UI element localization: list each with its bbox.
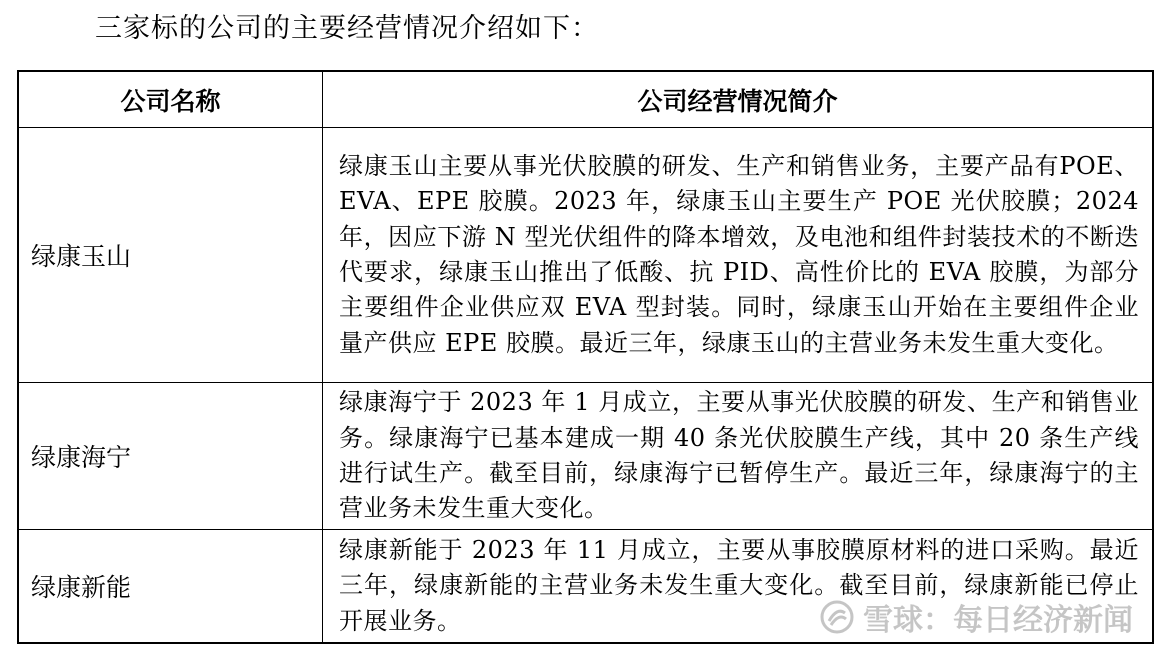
table-header-row: [18, 71, 1153, 128]
company-description-cell: 绿康新能于 2023 年 11 月成立，主要从事胶膜原材料的进口采购。最近三年，绿康新能的主营业务未发生重大变化。截至目前，绿康新能已停止开展业务。: [323, 530, 1154, 644]
company-description-cell: 绿康海宁于 2023 年 1 月成立，主要从事光伏胶膜的研发、生产和销售业务。绿康海宁已基本建成一期 40 条光伏胶膜生产线，其中 20 条生产线进行试生产。截至目前，绿康海宁已暂停生产。最近三年，绿康海宁的主营业务未发生重大变化。: [323, 383, 1154, 530]
table-row: [18, 383, 1153, 530]
watermark: [819, 595, 1133, 639]
company-name-cell: 绿康玉山: [18, 128, 323, 383]
company-description-cell: 绿康玉山主要从事光伏胶膜的研发、生产和销售业务，主要产品有POE、EVA、EPE 胶膜。2023 年，绿康玉山主要生产 POE 光伏胶膜；2024 年，因应下游 N 型光伏组件的降本增效，及电池和组件封装技术的不断迭代要求，绿康玉山推出了低酸、抗 PID、高性价比的 EVA 胶膜，为部分主要组件企业供应双 EVA 型封装。同时，绿康玉山开始在主要组件企业量产供应 EPE 胶膜。最近三年，绿康玉山的主营业务未发生重大变化。: [323, 128, 1154, 383]
company-name-cell: 绿康海宁: [18, 383, 323, 530]
intro-text: 三家标的公司的主要经营情况介绍如下：: [95, 13, 599, 44]
header-company-description: 公司经营情况简介: [323, 71, 1154, 128]
company-name-cell: 绿康新能: [18, 530, 323, 644]
header-company-name: 公司名称: [18, 71, 323, 128]
table-row: [18, 128, 1153, 383]
company-table: [17, 70, 1154, 644]
watermark-text: 雪球：每日经济新闻: [863, 603, 1133, 638]
snowball-logo-icon: [819, 599, 855, 635]
